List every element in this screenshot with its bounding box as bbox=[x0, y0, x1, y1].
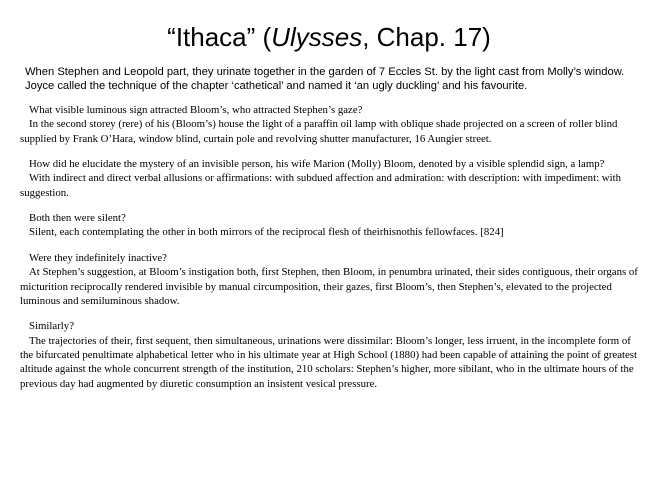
title-suffix-text: , Chap. 17) bbox=[362, 22, 491, 52]
question-text: What visible luminous sign attracted Bloom’s, who attracted Stephen’s gaze? bbox=[29, 104, 363, 116]
answer-text: Silent, each contemplating the other in both mirrors of the reciprocal flesh of theirhisnothis fellowfaces. [824] bbox=[29, 226, 504, 239]
ulysses-excerpt bbox=[20, 103, 642, 402]
qa-block bbox=[20, 211, 642, 240]
slide-title bbox=[0, 20, 658, 54]
answer-text: The trajectories of their, first sequent, then simultaneous, urinations were dissimilar: Bloom’s longer, less irruent, in the incomplete form of the bifurcated penultimate alphabetical letter who in his ultimate year at High School (1880) had been capable of attaining the point of greatest altitude against the whole concurrent strength of the institution, 210 scholars: Stephen’s higher, more sibilant, who in the ultimate hours of the previous day had augmented by diuretic consumption an insistent vesical pressure. bbox=[20, 334, 638, 390]
title-text: “Ithaca” ( bbox=[167, 22, 272, 52]
question-text: Were they indefinitely inactive? bbox=[29, 251, 167, 264]
title-italic-text: Ulysses bbox=[271, 22, 363, 52]
intro-paragraph: When Stephen and Leopold part, they urinate together in the garden of 7 Eccles St. by the light cast from Molly’s window. Joyce called the technique of the chapter ‘cathetical’ and named it ‘an ugly duckling’ and his favourite. bbox=[25, 66, 625, 92]
question-text: Similarly? bbox=[29, 320, 74, 333]
qa-block bbox=[20, 103, 642, 146]
qa-block bbox=[20, 319, 642, 390]
answer-text: At Stephen’s suggestion, at Bloom’s instigation both, first Stephen, then Bloom, in penumbra urinated, their sides contiguous, their organs of micturition reciprocally rendered invisible by manual circumposition, their gazes, first Bloom’s, then Stephen’s, elevated to the projected luminous and semiluminous shadow. bbox=[20, 266, 638, 307]
qa-block bbox=[20, 251, 642, 308]
answer-text: With indirect and direct verbal allusions or affirmations: with subdued affection and admiration: with description: with impediment: with suggestion. bbox=[20, 172, 621, 199]
question-text: Both then were silent? bbox=[29, 212, 126, 225]
qa-block bbox=[20, 157, 642, 200]
answer-text: In the second storey (rere) of his (Bloom’s) house the light of a paraffin oil lamp with oblique shade projected on a screen of roller blind supplied by Frank O’Hara, window blind, curtain pole and revolving shutter manufacturer, 16 Aungier street. bbox=[20, 118, 618, 145]
question-text: How did he elucidate the mystery of an invisible person, his wife Marion (Molly) Bloom, denoted by a visible splendid sign, a lamp? bbox=[29, 158, 605, 171]
